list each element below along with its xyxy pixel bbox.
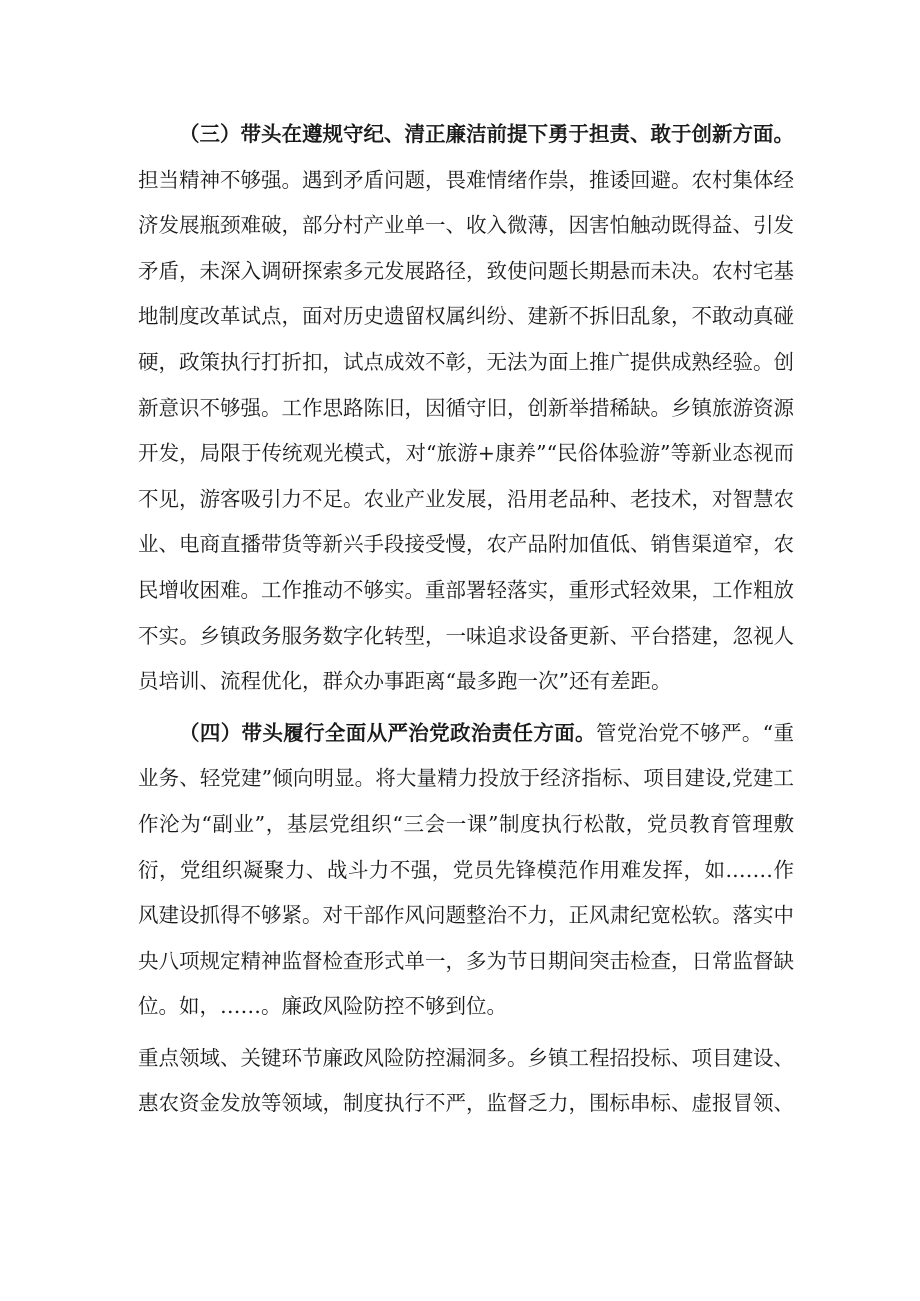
paragraph-section-three xyxy=(138,112,794,705)
section-heading-three: （三）带头在遵规守纪、清正廉洁前提下勇于担责、敢于创新方面。 xyxy=(179,122,794,146)
paragraph-continuation xyxy=(138,1036,794,1127)
paragraph-section-four xyxy=(138,711,794,1030)
document-body xyxy=(138,112,794,1127)
paragraph-text: 担当精神不够强。遇到矛盾问题，畏难情绪作祟，推诿回避。农村集体经济发展瓶颈难破，部分村产业单一、收入微薄，因害怕触动既得益、引发矛盾，未深入调研探索多元发展路径，致使问题长期悬而未决。农村宅基地制度改革试点，面对历史遗留权属纠纷、建新不拆旧乱象，不敢动真碰硬，政策执行打折扣，试点成效不彰，无法为面上推广提供成熟经验。创新意识不够强。工作思路陈旧，因循守旧，创新举措稀缺。乡镇旅游资源开发，局限于传统观光模式，对“旅游+康养”“民俗体验游”等新业态视而不见，游客吸引力不足。农业产业发展，沿用老品种、老技术，对智慧农业、电商直播带货等新兴手段接受慢，农产品附加值低、销售渠道窄，农民增收困难。工作推动不够实。重部署轻落实，重形式轻效果，工作粗放不实。乡镇政务服务数字化转型，一味追求设备更新、平台搭建，忽视人员培训、流程优化，群众办事距离“最多跑一次”还有差距。 xyxy=(138,167,794,694)
paragraph-text: 重点领域、关键环节廉政风险防控漏洞多。乡镇工程招投标、项目建设、惠农资金发放等领域，制度执行不严，监督乏力，围标串标、虚报冒领、 xyxy=(138,1045,794,1116)
paragraph-text: 管党治党不够严。“重业务、轻党建”倾向明显。将大量精力投放于经济指标、项目建设,党建工作沦为“副业”，基层党组织“三会一课”制度执行松散，党员教育管理敷衍，党组织凝聚力、战斗力不强，党员先锋模范作用难发挥，如.……作风建设抓得不够紧。对干部作风问题整治不力，正风肃纪宽松软。落实中央八项规定精神监督检查形式单一，多为节日期间突击检查，日常监督缺位。如，……。廉政风险防控不够到位。 xyxy=(138,720,794,1019)
section-heading-four: （四）带头履行全面从严治党政治责任方面。 xyxy=(179,720,596,745)
